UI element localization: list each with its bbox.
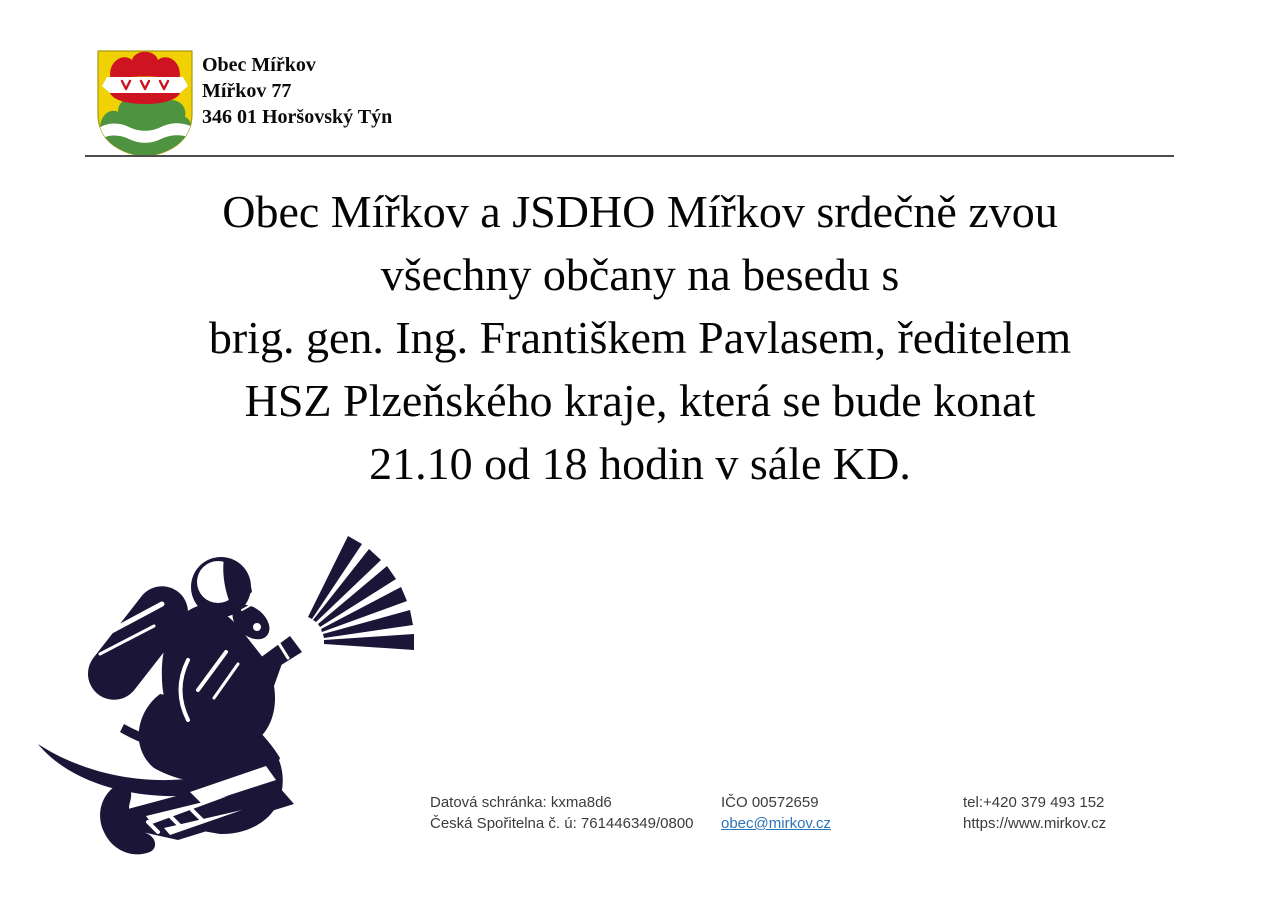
footer-website: https://www.mirkov.cz (963, 815, 1107, 832)
footer-col-id (721, 792, 831, 834)
email-link[interactable]: obec@mirkov.cz (721, 815, 831, 832)
footer-databox: Datová schránka: kxma8d6 (430, 794, 612, 811)
letterhead-address-line2: 346 01 Horšovský Týn (202, 106, 393, 128)
announcement-line: všechny občany na besedu s (380, 249, 900, 300)
letterhead-org-name: Obec Mířkov (202, 54, 316, 76)
announcement-line: HSZ Plzeňského kraje, která se bude konat (244, 375, 1036, 426)
letterhead-divider (85, 155, 1174, 157)
announcement-line: brig. gen. Ing. Františkem Pavlasem, ředitelem (208, 312, 1072, 363)
announcement-line: 21.10 od 18 hodin v sále KD. (369, 438, 911, 489)
footer-ico: IČO 00572659 (721, 794, 819, 811)
firefighter-icon (28, 530, 428, 890)
announcement-text (0, 180, 1280, 495)
footer-bank-account: Česká Spořitelna č. ú: 761446349/0800 (430, 815, 694, 832)
letterhead-address-line1: Mířkov 77 (202, 80, 292, 102)
footer-phone: tel:+420 379 493 152 (963, 794, 1105, 811)
footer-col-contact (963, 792, 1106, 834)
footer-col-bank (430, 792, 694, 834)
coat-of-arms-icon (95, 48, 195, 159)
letterhead (202, 52, 392, 130)
announcement-line: Obec Mířkov a JSDHO Mířkov srdečně zvou (222, 186, 1058, 237)
